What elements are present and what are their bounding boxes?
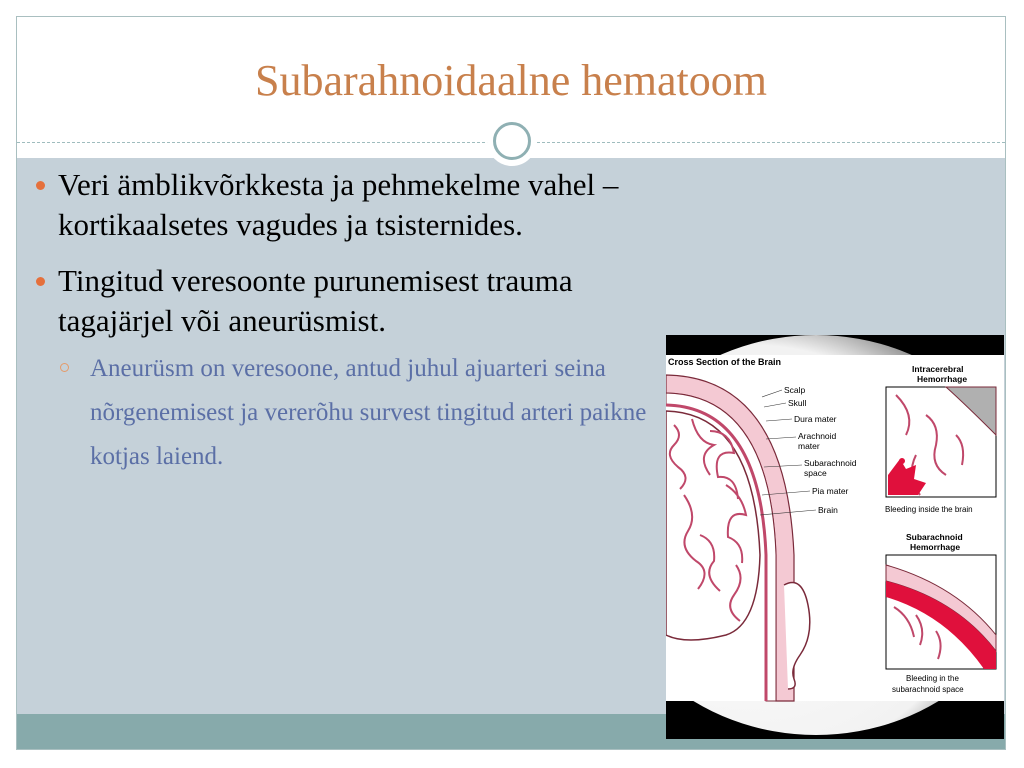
bullet-item (36, 261, 656, 341)
intracerebral-panel (886, 387, 996, 497)
label-dura-mater: Dura mater (794, 414, 837, 424)
subarachnoid-caption-line2: subarachnoid space (892, 685, 964, 694)
label-brain: Brain (818, 505, 838, 515)
brain-illustration-svg (666, 335, 1004, 739)
subarachnoid-title-line2: Hemorrhage (910, 542, 961, 552)
subarachnoid-title-line1: Subarachnoid (906, 532, 963, 542)
slide-title: Subarahnoidaalne hematoom (255, 56, 767, 105)
sub-bullet-text: Aneurüsm on veresoone, antud juhul ajuarteri seina nõrgenemisest ja vererõhu survest tingitud arteri paikne kotjas laiend. (90, 355, 647, 470)
label-subarachnoid-space: space (804, 468, 827, 478)
sub-bullet-circle-icon (60, 363, 69, 372)
bullet-text: Veri ämblikvõrkkesta ja pehmekelme vahel – kortikaalsetes vagudes ja tsisternides. (58, 167, 619, 242)
sub-bullet-item (54, 347, 656, 479)
bullet-list (36, 165, 656, 479)
figure-title: Cross Section of the Brain (668, 357, 782, 367)
intracerebral-caption: Bleeding inside the brain (885, 505, 973, 514)
label-pia-mater: Pia mater (812, 486, 849, 496)
intracerebral-title-line1: Intracerebral (912, 364, 964, 374)
label-arachnoid: Arachnoid (798, 431, 837, 441)
divider-ring-ornament (487, 116, 537, 166)
bullet-text: Tingitud veresoonte purunemisest trauma tagajärjel või aneurüsmist. (58, 263, 573, 338)
label-scalp: Scalp (784, 385, 806, 395)
bullet-dot-icon (36, 277, 45, 286)
subarachnoid-panel (886, 555, 996, 669)
label-skull: Skull (788, 398, 807, 408)
label-subarachnoid: Subarachnoid (804, 458, 857, 468)
brain-hemorrhage-illustration (666, 335, 1004, 739)
bullet-item (36, 165, 656, 245)
bullet-dot-icon (36, 181, 45, 190)
label-arachnoid-mater: mater (798, 441, 820, 451)
subarachnoid-caption-line1: Bleeding in the (906, 674, 959, 683)
ring-inner (493, 122, 531, 160)
intracerebral-title-line2: Hemorrhage (917, 374, 968, 384)
